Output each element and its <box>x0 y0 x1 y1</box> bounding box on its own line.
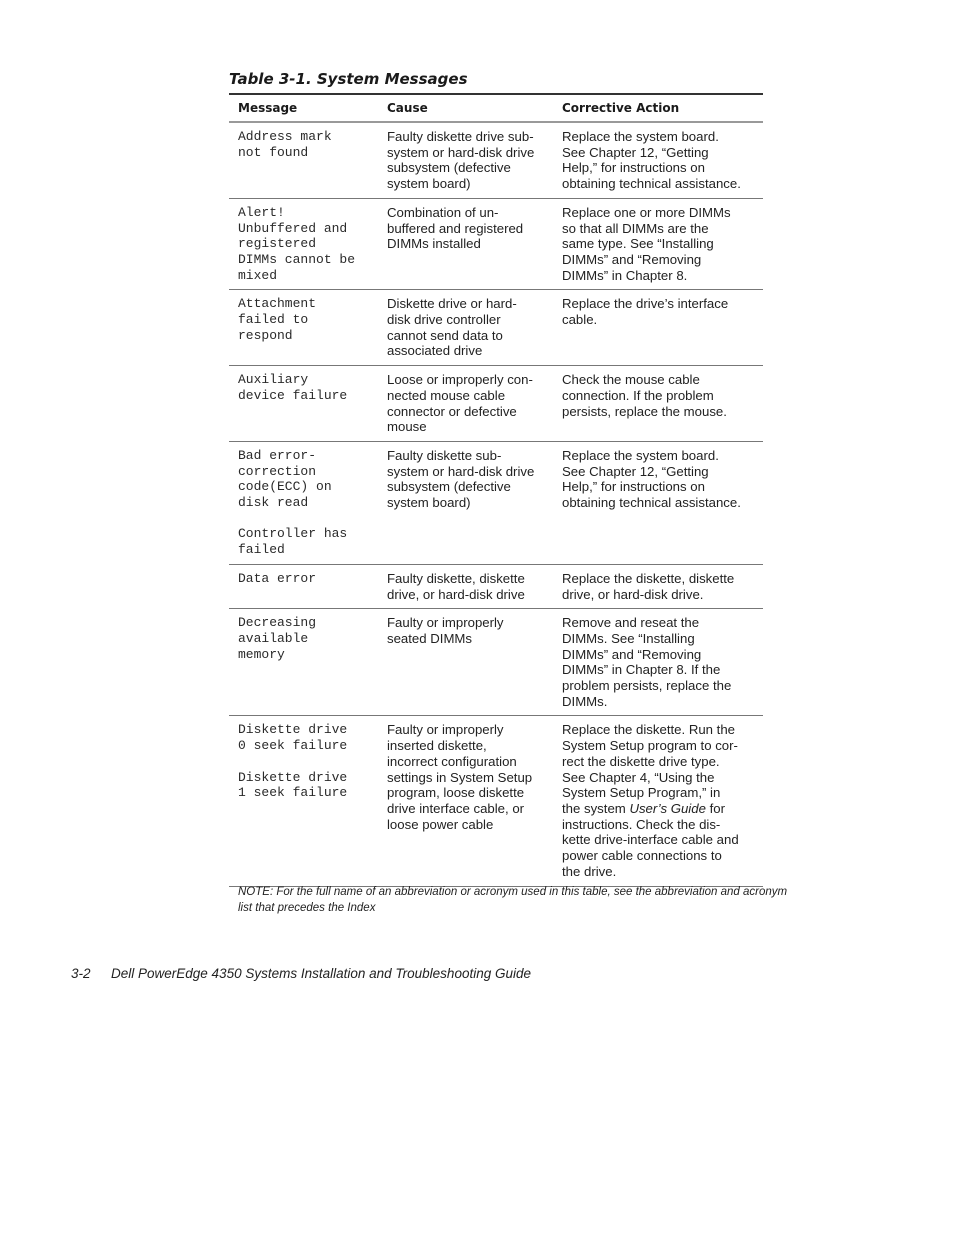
corrective-action-cell <box>552 129 763 192</box>
cell-line: mixed <box>238 267 278 283</box>
cell-line: system or hard-disk drive <box>387 144 535 160</box>
cause-cell <box>377 296 552 359</box>
cell-line: drive, or hard-disk drive <box>387 586 525 602</box>
cell-line: Remove and reseat the <box>562 615 700 631</box>
cell-line: Faulty or improperly <box>387 722 504 738</box>
cell-line: obtaining technical assistance. <box>562 495 741 511</box>
corrective-action-cell <box>552 722 763 879</box>
cell-line: Bad error- <box>238 447 317 463</box>
cell-line: Help,” for instructions on <box>562 479 705 495</box>
cell-line: DIMMs cannot be <box>238 251 356 267</box>
cell-line: connection. If the problem <box>562 387 714 403</box>
cell-line: Decreasing <box>238 615 317 631</box>
message-cell <box>229 372 377 435</box>
cell-line: Address mark <box>238 129 332 144</box>
message-cell <box>229 129 377 192</box>
table-row <box>229 442 763 565</box>
corrective-action-cell <box>552 296 763 359</box>
corrective-action-cell <box>552 615 763 709</box>
cell-line: inserted diskette, <box>387 738 487 754</box>
cause-cell <box>377 571 552 602</box>
table-row <box>229 565 763 609</box>
cause-cell <box>377 722 552 879</box>
cell-line: Faulty or improperly <box>387 615 504 631</box>
header-message: Message <box>238 101 298 115</box>
cell-line: Auxiliary <box>238 372 309 388</box>
cell-line: Replace one or more DIMMs <box>562 204 731 220</box>
cell-line: persists, replace the mouse. <box>562 403 727 419</box>
cell-line: Loose or improperly con- <box>387 372 533 388</box>
cause-cell <box>377 372 552 435</box>
cell-line: DIMMs” and “Removing <box>562 646 702 662</box>
cell-line: seated DIMMs <box>387 630 473 646</box>
cell-line: drive interface cable, or <box>387 801 525 816</box>
table-note: NOTE: For the full name of an abbreviation or acronym used in this table, see the abbreviation and acronym list that precedes the Index <box>238 886 788 914</box>
cell-line: device failure <box>238 387 348 403</box>
cell-line: Unbuffered and <box>238 220 348 236</box>
header-cause: Cause <box>387 101 428 115</box>
cell-line: the system User’s Guide for <box>562 801 725 816</box>
book-title: Dell PowerEdge 4350 Systems Installation and Troubleshooting Guide <box>111 966 531 981</box>
cell-line: disk read <box>238 495 309 511</box>
cell-line: 0 seek failure <box>238 738 348 754</box>
cell-line: system board) <box>387 176 471 192</box>
cell-line: problem persists, replace the <box>562 678 732 694</box>
cause-cell <box>377 129 552 192</box>
cell-line: power cable connections to <box>562 848 722 864</box>
cell-line: nected mouse cable <box>387 387 506 403</box>
cell-line: Diskette drive <box>238 722 348 738</box>
system-messages-table <box>229 93 763 887</box>
cell-line: subsystem (defective <box>387 479 511 495</box>
table-row <box>229 366 763 442</box>
cell-line: Alert! <box>238 204 285 220</box>
cell-line: incorrect configuration <box>387 753 517 769</box>
cell-line: program, loose diskette <box>387 785 525 801</box>
cell-line: obtaining technical assistance. <box>562 176 741 192</box>
cell-line: mouse <box>387 419 427 435</box>
cell-line: See Chapter 4, “Using the <box>562 769 715 785</box>
message-cell <box>229 722 377 879</box>
cell-line: so that all DIMMs are the <box>562 220 709 236</box>
cell-line: Diskette drive <box>238 769 348 785</box>
cell-line: the drive. <box>562 863 617 879</box>
table-header-row <box>229 93 763 123</box>
corrective-action-cell <box>552 372 763 435</box>
page-footer <box>71 966 531 981</box>
table-row <box>229 123 763 199</box>
cell-line: DIMMs” and “Removing <box>562 251 702 267</box>
cell-line: DIMMs. <box>562 693 608 709</box>
cell-line: Attachment <box>238 296 317 312</box>
cell-line: loose power cable <box>387 816 494 832</box>
cell-line: DIMMs” in Chapter 8. <box>562 267 688 283</box>
cell-line: rect the diskette drive type. <box>562 753 720 769</box>
cell-line: disk drive controller <box>387 312 501 328</box>
table-title: Table 3-1. System Messages <box>229 70 468 88</box>
cell-line: connector or defective <box>387 403 517 419</box>
cell-line: system or hard-disk drive <box>387 463 535 479</box>
message-cell <box>229 448 377 558</box>
cell-line: subsystem (defective <box>387 160 511 176</box>
cell-line: available <box>238 630 309 646</box>
cell-line: DIMMs installed <box>387 236 481 252</box>
table-body <box>229 123 763 887</box>
cell-line: Help,” for instructions on <box>562 160 705 176</box>
table-row <box>229 716 763 886</box>
cell-line: system board) <box>387 495 471 511</box>
cell-line: settings in System Setup <box>387 769 533 785</box>
header-corrective-action: Corrective Action <box>562 101 680 115</box>
cell-line: code(ECC) on <box>238 479 332 495</box>
cell-line: 1 seek failure <box>238 785 348 801</box>
cell-line: correction <box>238 463 317 479</box>
cell-line: failed to <box>238 312 309 328</box>
cell-line: not found <box>238 144 309 160</box>
cause-cell <box>377 615 552 709</box>
table-row <box>229 609 763 716</box>
cell-line: Replace the system board. <box>562 447 719 463</box>
table-row <box>229 290 763 366</box>
cell-line: System Setup program to cor- <box>562 738 738 754</box>
cell-line: associated drive <box>387 343 483 359</box>
cell-line: DIMMs. See “Installing <box>562 630 695 646</box>
cell-line: cannot send data to <box>387 327 503 343</box>
cause-cell <box>377 205 552 284</box>
cause-cell <box>377 448 552 558</box>
cell-line: instructions. Check the dis- <box>562 816 721 832</box>
table-row <box>229 199 763 291</box>
cell-line: drive, or hard-disk drive. <box>562 586 704 602</box>
cell-line: Diskette drive or hard- <box>387 296 517 312</box>
cell-line: kette drive-interface cable and <box>562 832 739 848</box>
message-cell <box>229 615 377 709</box>
message-cell <box>229 571 377 602</box>
blank-line <box>238 511 377 527</box>
cell-line: respond <box>238 327 293 343</box>
corrective-action-cell <box>552 571 763 602</box>
cell-line: Faulty diskette sub- <box>387 447 502 463</box>
corrective-action-cell <box>552 448 763 558</box>
cell-line: Controller has <box>238 526 348 542</box>
message-cell <box>229 205 377 284</box>
cell-line: buffered and registered <box>387 220 524 236</box>
cell-line: Replace the system board. <box>562 129 719 144</box>
cell-line: System Setup Program,” in <box>562 785 721 801</box>
message-cell <box>229 296 377 359</box>
cell-line: failed <box>238 542 285 558</box>
cell-line: DIMMs” in Chapter 8. If the <box>562 662 721 678</box>
cell-line: Replace the diskette, diskette <box>562 570 735 586</box>
cell-line: Faulty diskette, diskette <box>387 570 525 586</box>
cell-line: Faulty diskette drive sub- <box>387 129 534 144</box>
cell-line: Check the mouse cable <box>562 372 700 388</box>
cell-line: memory <box>238 646 285 662</box>
cell-line: cable. <box>562 312 598 328</box>
cell-line: Replace the diskette. Run the <box>562 722 736 738</box>
cell-line: See Chapter 12, “Getting <box>562 463 709 479</box>
cell-line: Data error <box>238 570 317 586</box>
corrective-action-cell <box>552 205 763 284</box>
cell-line: See Chapter 12, “Getting <box>562 144 709 160</box>
blank-line <box>238 754 377 770</box>
cell-line: Combination of un- <box>387 204 499 220</box>
page-number: 3-2 <box>71 966 91 981</box>
cell-line: registered <box>238 236 317 252</box>
cell-line: Replace the drive’s interface <box>562 296 729 312</box>
cell-line: same type. See “Installing <box>562 236 714 252</box>
